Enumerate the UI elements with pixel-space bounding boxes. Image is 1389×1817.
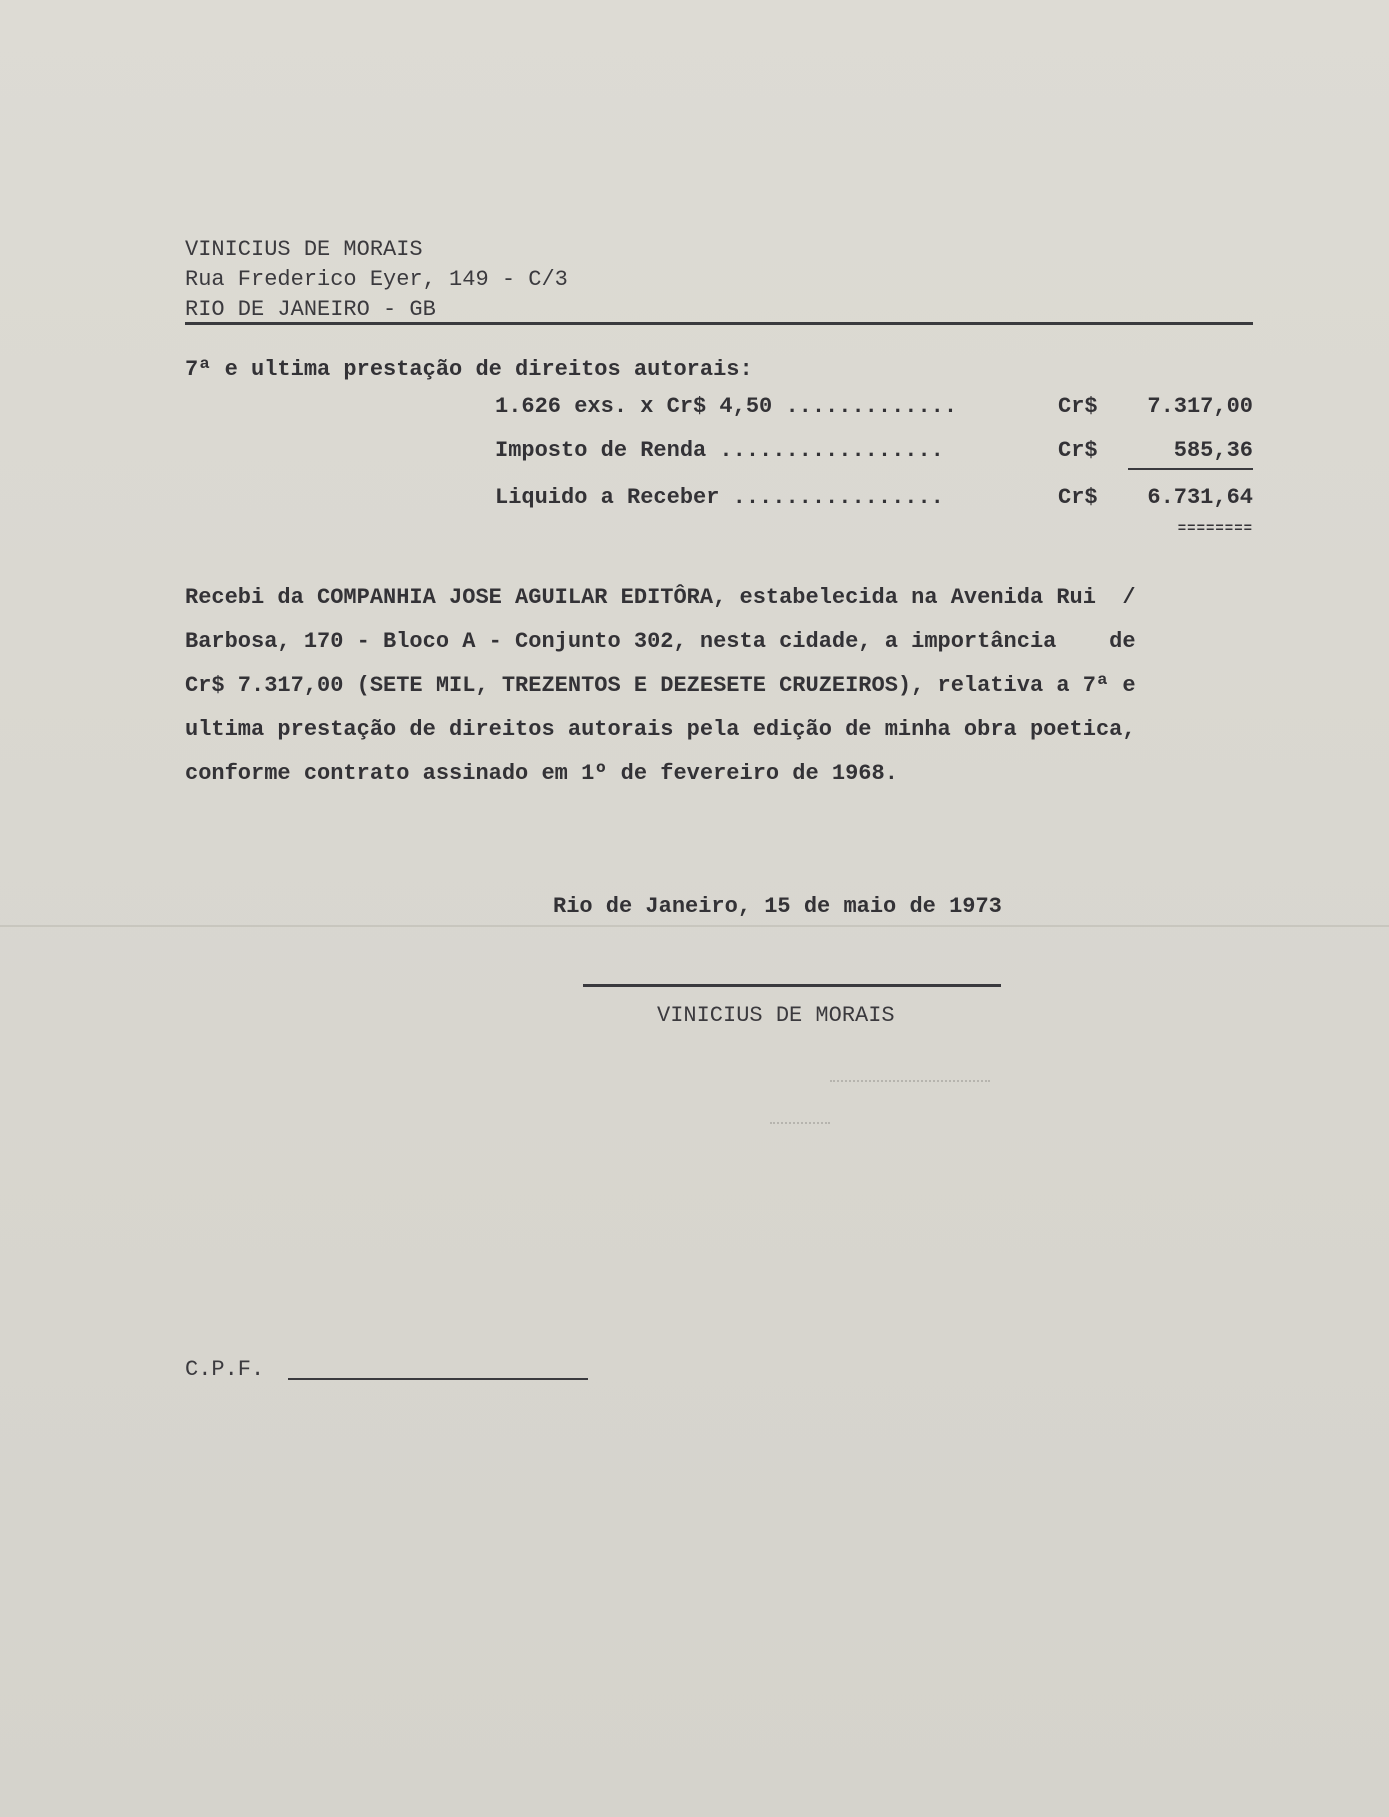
receipt-line-1: Recebi da COMPANHIA JOSE AGUILAR EDITÔRA, estabelecida na Avenida Rui / <box>185 585 1136 610</box>
net-description: Liquido a Receber ................ <box>495 485 944 510</box>
net-currency: Cr$ <box>1058 485 1098 510</box>
receipt-line-4: ultima prestação de direitos autorais pela edição de minha obra poetica, <box>185 717 1136 742</box>
sender-city: RIO DE JANEIRO - GB <box>185 297 436 322</box>
tax-description: Imposto de Renda ................. <box>495 438 944 463</box>
line-item-amount: 7.317,00 <box>1147 394 1253 419</box>
line-item-currency: Cr$ <box>1058 394 1098 419</box>
sender-street: Rua Frederico Eyer, 149 - C/3 <box>185 267 568 292</box>
net-amount: 6.731,64 <box>1147 485 1253 510</box>
cpf-label: C.P.F. <box>185 1357 265 1382</box>
receipt-line-2: Barbosa, 170 - Bloco A - Conjunto 302, nesta cidade, a importância de <box>185 629 1136 654</box>
tax-amount: 585,36 <box>1173 438 1253 463</box>
cpf-blank-line <box>288 1378 588 1380</box>
receipt-line-5: conforme contrato assinado em 1º de fevereiro de 1968. <box>185 761 898 786</box>
paper-fold <box>0 925 1389 927</box>
tax-currency: Cr$ <box>1058 438 1098 463</box>
faint-mark <box>830 1080 990 1082</box>
place-and-date: Rio de Janeiro, 15 de maio de 1973 <box>553 894 1002 919</box>
sender-name: VINICIUS DE MORAIS <box>185 237 423 262</box>
signature-line <box>583 984 1001 987</box>
receipt-line-3: Cr$ 7.317,00 (SETE MIL, TREZENTOS E DEZESETE CRUZEIROS), relativa a 7ª e <box>185 673 1136 698</box>
statement-heading: 7ª e ultima prestação de direitos autorais: <box>185 357 753 382</box>
subtotal-rule <box>1128 468 1253 470</box>
line-item-description: 1.626 exs. x Cr$ 4,50 ............. <box>495 394 958 419</box>
total-double-rule: ======== <box>1177 521 1253 537</box>
signatory-name: VINICIUS DE MORAIS <box>657 1003 895 1028</box>
header-rule <box>185 322 1253 325</box>
faint-mark <box>770 1122 830 1124</box>
